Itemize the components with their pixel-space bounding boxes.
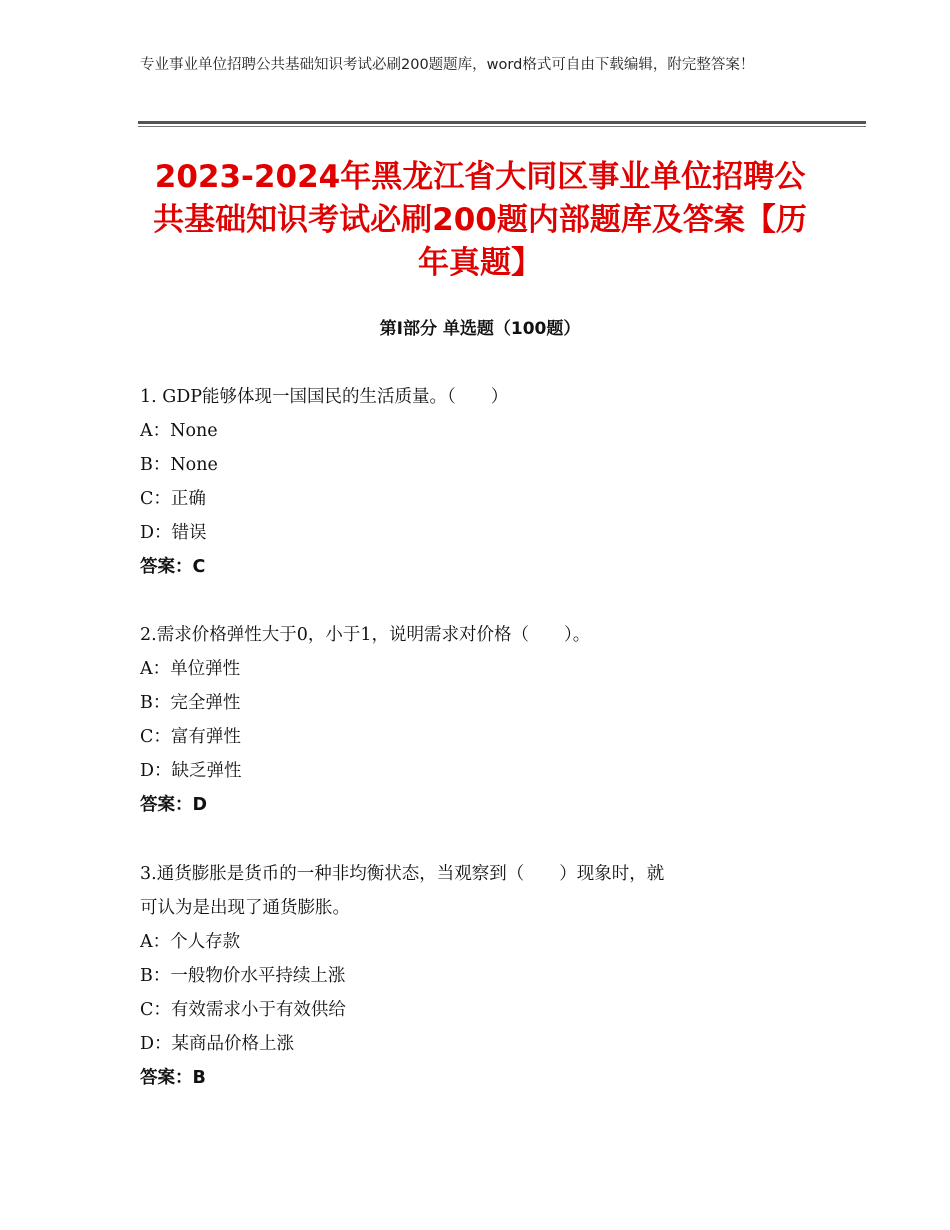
option-c: C：正确 [140,489,206,509]
answer: 答案：C [140,557,206,577]
option-c: C：有效需求小于有效供给 [140,1000,346,1020]
question-stem: 1. GDP能够体现一国国民的生活质量。（ ） [140,387,509,407]
question-stem-continued: 可认为是出现了通货膨胀。 [140,898,350,918]
question-3 [140,857,800,1095]
header-rule-thick [138,121,866,124]
answer: 答案：D [140,795,208,815]
question-stem: 3.通货膨胀是货币的一种非均衡状态，当观察到（ ）现象时，就 [140,864,665,884]
question-stem: 2.需求价格弹性大于0，小于1，说明需求对价格（ ）。 [140,625,591,645]
option-a: A：个人存款 [140,932,241,952]
option-c: C：富有弹性 [140,727,241,747]
answer: 答案：B [140,1068,206,1088]
option-a: A：None [140,421,218,441]
question-2 [140,618,800,822]
option-b: B：完全弹性 [140,693,241,713]
question-1 [140,380,800,584]
option-d: D：缺乏弹性 [140,761,242,781]
option-b: B：None [140,455,218,475]
option-b: B：一般物价水平持续上涨 [140,966,346,986]
header-note: 专业事业单位招聘公共基础知识考试必刷200题题库，word格式可自由下载编辑，附完整答案！ [140,57,755,73]
option-d: D：某商品价格上涨 [140,1034,295,1054]
option-d: D：错误 [140,523,207,543]
header-rule-thin [138,126,866,127]
option-a: A：单位弹性 [140,659,241,679]
section-heading: 第Ⅰ部分 单选题（100题） [379,319,581,339]
document-title: 2023-2024年黑龙江省大同区事业单位招聘公共基础知识考试必刷200题内部题库及答案【历年真题】 [153,159,807,281]
